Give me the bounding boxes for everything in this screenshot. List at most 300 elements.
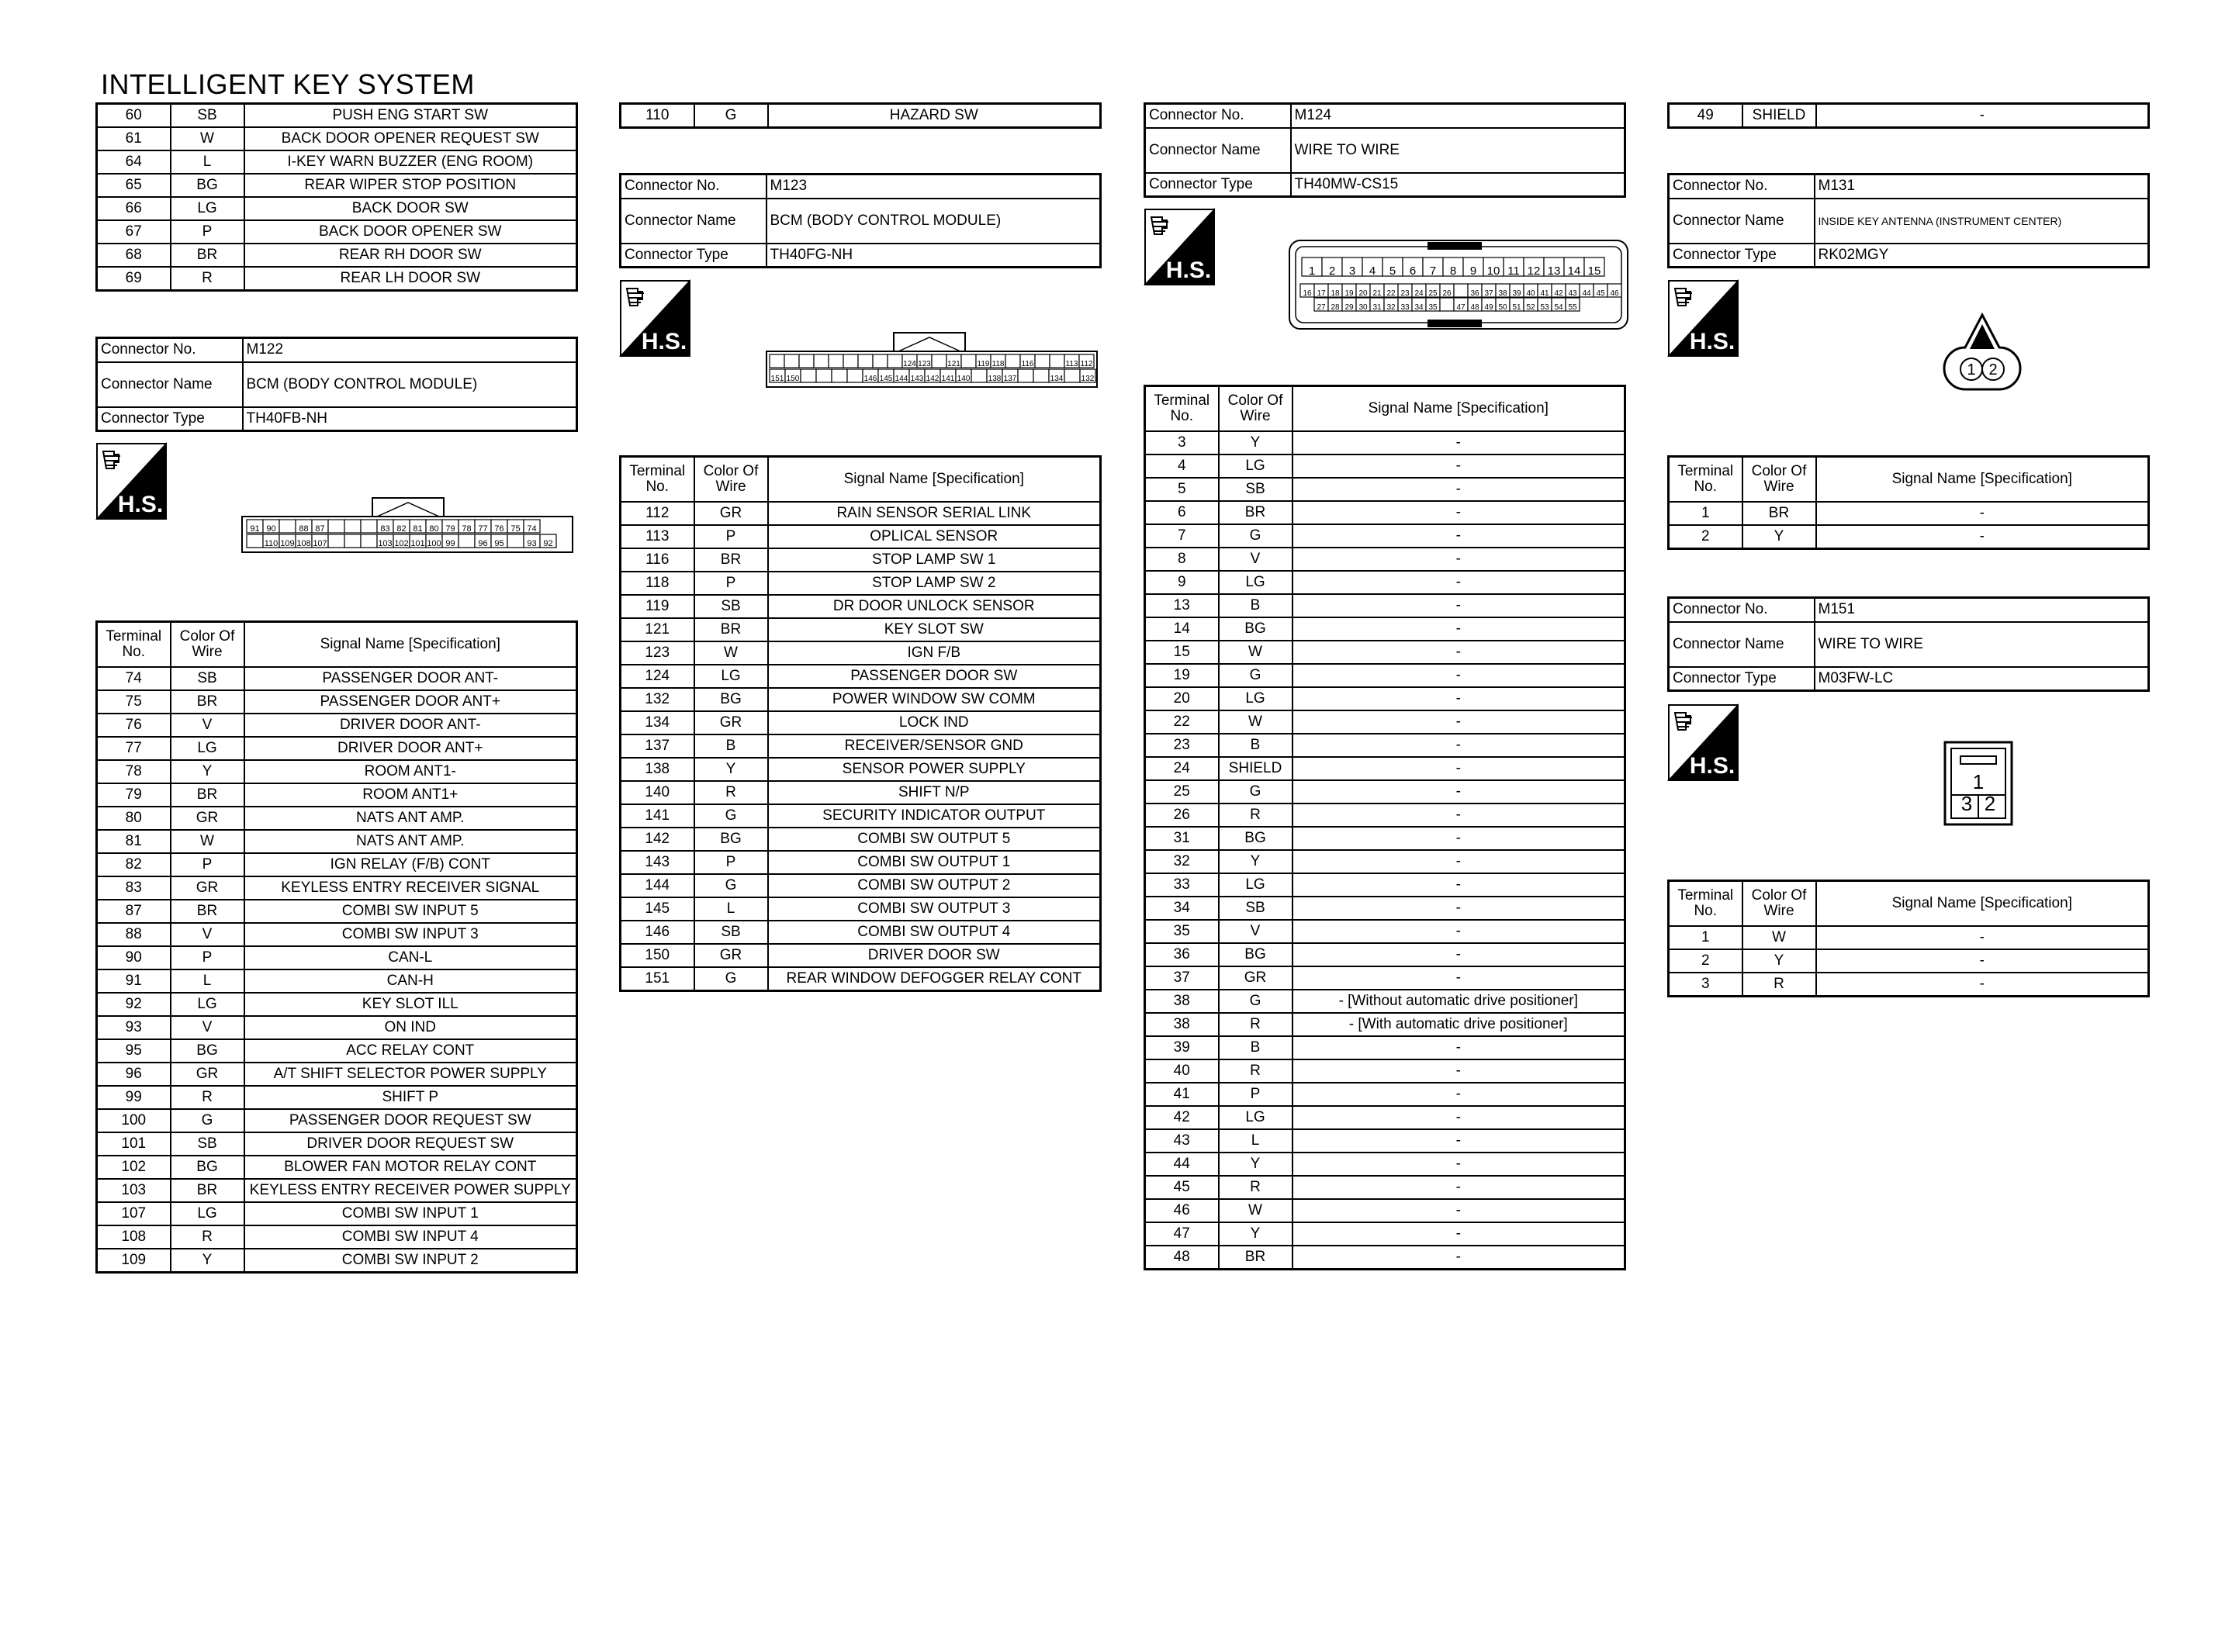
hs-text: H.S. (1689, 329, 1735, 354)
connector-no-label: Connector No. (1669, 598, 1815, 622)
terminal-no-cell: 83 (97, 876, 171, 900)
terminal-no-cell: 64 (97, 150, 171, 174)
signal-name-cell: POWER WINDOW SW COMM (768, 688, 1101, 711)
terminal-no-cell: 7 (1145, 524, 1219, 548)
pin-number: 2 (1984, 792, 1996, 815)
terminal-no-cell: 88 (97, 923, 171, 946)
signal-name-cell: PASSENGER DOOR ANT- (244, 667, 577, 690)
terminal-no-cell: 26 (1145, 804, 1219, 827)
pin-number: 123 (918, 360, 931, 368)
pin-number: 121 (947, 360, 960, 368)
terminal-no-cell: 113 (621, 525, 694, 548)
terminal-no-cell: 65 (97, 174, 171, 197)
wire-color-cell: G (694, 104, 768, 128)
pin-number: 10 (1486, 264, 1500, 278)
signal-name-cell: - (1293, 920, 1625, 943)
table-row (97, 1016, 577, 1039)
terminal-no-cell: 79 (97, 783, 171, 807)
pin-number: 93 (527, 539, 537, 548)
terminal-no-cell: 80 (97, 807, 171, 830)
pin-cell (932, 354, 946, 368)
table-row (1145, 571, 1625, 594)
wire-color-cell: Y (171, 760, 244, 783)
signal-name-cell: DRIVER DOOR SW (768, 944, 1101, 967)
pin-number: 80 (429, 524, 439, 534)
table-row (621, 502, 1101, 525)
table-row (1145, 780, 1625, 804)
pin-number: 78 (462, 524, 472, 534)
hs-symbol (1667, 703, 1739, 781)
terminal-no-cell: 101 (97, 1132, 171, 1156)
pin-number: 36 (1470, 289, 1479, 298)
pin-cell (1018, 369, 1033, 382)
terminal-no-cell: 24 (1145, 757, 1219, 780)
pin-number: 54 (1554, 303, 1563, 312)
wire-color-cell: GR (1219, 966, 1293, 990)
signal-name-cell: ACC RELAY CONT (244, 1039, 577, 1063)
connector-name-label: Connector Name (1669, 622, 1815, 667)
terminal-no-cell: 90 (97, 946, 171, 969)
wire-color-cell: Y (1219, 850, 1293, 873)
connector-face-svg (765, 328, 1099, 395)
table-row (97, 690, 577, 714)
wire-color-cell: V (1219, 548, 1293, 571)
signal-name-cell: KEY SLOT SW (768, 618, 1101, 641)
pin-cell (847, 369, 863, 382)
table-row (1145, 641, 1625, 664)
signal-name-cell: SECURITY INDICATOR OUTPUT (768, 804, 1101, 828)
pin-cell (328, 534, 344, 548)
pin-number: 113 (1065, 360, 1078, 368)
terminal-no-cell: 49 (1669, 104, 1742, 128)
pin-number: 32 (1386, 303, 1396, 312)
pin-cell (344, 520, 361, 533)
pin-number: 7 (1429, 264, 1437, 278)
connector-info-m124 (1144, 102, 1626, 198)
wire-color-cell: BG (1219, 943, 1293, 966)
terminal-no-cell: 13 (1145, 594, 1219, 617)
pin-cell (888, 354, 902, 368)
table-row (1145, 897, 1625, 920)
terminal-no-cell: 75 (97, 690, 171, 714)
connector-m124-face-diagram (1288, 233, 1629, 337)
table-row (97, 1039, 577, 1063)
pin-number: 28 (1331, 303, 1340, 312)
wire-color-cell: V (171, 923, 244, 946)
table-row (621, 758, 1101, 781)
connector-info-m123 (619, 173, 1102, 268)
hs-symbol (619, 279, 690, 357)
terminal-no-cell: 9 (1145, 571, 1219, 594)
terminal-no-cell: 60 (97, 104, 171, 128)
wire-color-cell: BR (171, 900, 244, 923)
table-row (621, 804, 1101, 828)
pin-cell (971, 369, 987, 382)
wire-color-cell: P (694, 851, 768, 874)
connector-type-label: Connector Type (97, 407, 243, 431)
pin-number: 3 (1348, 264, 1356, 278)
terminal-no-cell: 87 (97, 900, 171, 923)
table-row (1669, 104, 2149, 128)
signal-name-cell: IGN RELAY (F/B) CONT (244, 853, 577, 876)
signal-name-cell: ROOM ANT1- (244, 760, 577, 783)
connector-no-value: M123 (767, 175, 1101, 199)
pin-number: 25 (1428, 289, 1438, 298)
table-header-row (1669, 881, 2149, 927)
pin-number: 49 (1484, 303, 1493, 312)
pin-cell (814, 354, 829, 368)
pin-number: 74 (527, 524, 537, 534)
wire-color-cell: R (171, 1225, 244, 1249)
wire-color-cell: BG (1219, 617, 1293, 641)
wire-color-cell: Y (1742, 949, 1816, 973)
m124-continuation-table (1667, 102, 2150, 129)
terminal-no-cell: 46 (1145, 1199, 1219, 1222)
wire-color-cell: P (171, 946, 244, 969)
signal-name-cell: - (1293, 1199, 1625, 1222)
signal-name-cell: COMBI SW INPUT 2 (244, 1249, 577, 1273)
terminal-table-m122 (95, 620, 578, 1274)
wire-color-cell: W (1219, 1199, 1293, 1222)
table-row (97, 714, 577, 737)
terminal-no-cell: 67 (97, 220, 171, 244)
terminal-no-cell: 132 (621, 688, 694, 711)
terminal-no-cell: 134 (621, 711, 694, 734)
connector-no-value: M151 (1815, 598, 2149, 622)
pin-cell (843, 354, 858, 368)
hs-icon (1144, 208, 1215, 285)
signal-name-cell: - (1816, 525, 2149, 549)
pin-number: 91 (250, 524, 260, 534)
table-row (621, 851, 1101, 874)
terminal-no-cell: 32 (1145, 850, 1219, 873)
wire-color-cell: GR (694, 711, 768, 734)
table-row (1145, 1176, 1625, 1199)
pin-number: 52 (1526, 303, 1535, 312)
connector-type-label: Connector Type (1669, 667, 1815, 691)
pin-number: 150 (786, 375, 800, 383)
header-color-of-wire: Color Of Wire (1219, 386, 1293, 432)
pin-number: 48 (1470, 303, 1479, 312)
terminal-no-cell: 19 (1145, 664, 1219, 687)
terminal-no-cell: 76 (97, 714, 171, 737)
terminal-no-cell: 39 (1145, 1036, 1219, 1059)
wire-color-cell: L (694, 897, 768, 921)
wire-color-cell: LG (1219, 687, 1293, 710)
pin-number: 101 (410, 539, 425, 548)
wire-color-cell: G (1219, 524, 1293, 548)
hs-symbol (1667, 279, 1739, 357)
wire-color-cell: B (1219, 734, 1293, 757)
signal-name-cell: - (1293, 594, 1625, 617)
terminal-no-cell: 33 (1145, 873, 1219, 897)
signal-name-cell: - (1293, 1153, 1625, 1176)
table-row (621, 104, 1101, 128)
pin-number: 151 (770, 375, 784, 383)
m122-continuation-table (619, 102, 1102, 129)
wire-color-cell: L (171, 150, 244, 174)
terminal-no-cell: 68 (97, 244, 171, 267)
signal-name-cell: - (1293, 1036, 1625, 1059)
connector-m123-face-diagram (765, 328, 1099, 399)
pin-number: 92 (543, 539, 553, 548)
connector-m151-face-diagram (1943, 741, 2013, 831)
table-header-row (1145, 386, 1625, 432)
signal-name-cell: - (1293, 780, 1625, 804)
table-row (97, 946, 577, 969)
signal-name-cell: STOP LAMP SW 1 (768, 548, 1101, 572)
pin-cell (816, 369, 832, 382)
connector-type-label: Connector Type (1145, 173, 1291, 197)
table-row (1145, 734, 1625, 757)
wire-color-cell: BR (1219, 501, 1293, 524)
terminal-no-cell: 150 (621, 944, 694, 967)
terminal-no-cell: 14 (1145, 617, 1219, 641)
hs-text: H.S. (117, 492, 164, 517)
terminal-no-cell: 41 (1145, 1083, 1219, 1106)
table-row (621, 641, 1101, 665)
table-row (621, 595, 1101, 618)
terminal-no-cell: 40 (1145, 1059, 1219, 1083)
pin-number: 143 (910, 375, 924, 383)
connector-name-value: WIRE TO WIRE (1815, 622, 2149, 667)
wire-color-cell: BG (694, 688, 768, 711)
signal-name-cell: - (1293, 943, 1625, 966)
terminal-table-m124 (1144, 385, 1626, 1270)
terminal-no-cell: 4 (1145, 454, 1219, 478)
terminal-no-cell: 143 (621, 851, 694, 874)
terminal-no-cell: 77 (97, 737, 171, 760)
wire-color-cell: Y (1742, 525, 1816, 549)
connector-face-svg (241, 493, 574, 560)
pin-number: 24 (1414, 289, 1424, 298)
wire-color-cell: GR (171, 876, 244, 900)
pin-number: 20 (1358, 289, 1368, 298)
wire-color-cell: BR (171, 1179, 244, 1202)
terminal-no-cell: 47 (1145, 1222, 1219, 1246)
wire-color-cell: LG (171, 1202, 244, 1225)
signal-name-cell: REAR LH DOOR SW (244, 267, 577, 291)
pin-number: 134 (1050, 375, 1064, 383)
pin-number: 23 (1400, 289, 1410, 298)
terminal-no-cell: 37 (1145, 966, 1219, 990)
pin-number: 33 (1400, 303, 1410, 312)
terminal-no-cell: 48 (1145, 1246, 1219, 1270)
table-row (621, 525, 1101, 548)
terminal-no-cell: 146 (621, 921, 694, 944)
table-row (97, 150, 577, 174)
signal-name-cell: - (1293, 501, 1625, 524)
pin-number: 109 (280, 539, 295, 548)
signal-name-cell: DR DOOR UNLOCK SENSOR (768, 595, 1101, 618)
terminal-no-cell: 93 (97, 1016, 171, 1039)
terminal-no-cell: 116 (621, 548, 694, 572)
pin-cell (247, 534, 263, 548)
pin-number: 55 (1568, 303, 1577, 312)
table-row (1145, 454, 1625, 478)
header-signal-name: Signal Name [Specification] (244, 622, 577, 668)
pin-number: 1 (1308, 264, 1316, 278)
connector-type-value: TH40MW-CS15 (1291, 173, 1625, 197)
pin-number: 83 (380, 524, 390, 534)
table-row (621, 665, 1101, 688)
pin-number: 88 (299, 524, 309, 534)
table-row (1145, 431, 1625, 454)
pin-cell (858, 354, 873, 368)
connector-face-svg (1936, 310, 2029, 396)
pin-number: 99 (445, 539, 455, 548)
terminal-no-cell: 3 (1669, 973, 1742, 997)
wire-color-cell: W (694, 641, 768, 665)
table-row (97, 1249, 577, 1273)
terminal-no-cell: 144 (621, 874, 694, 897)
table-row (621, 781, 1101, 804)
wire-color-cell: LG (1219, 873, 1293, 897)
pin-cell (507, 534, 524, 548)
connector-name-value: INSIDE KEY ANTENNA (INSTRUMENT CENTER) (1815, 199, 2149, 244)
wire-color-cell: LG (171, 737, 244, 760)
wire-color-cell: G (694, 874, 768, 897)
terminal-no-cell: 151 (621, 967, 694, 991)
pin-number: 6 (1409, 264, 1417, 278)
wire-color-cell: Y (694, 758, 768, 781)
wire-color-cell: BG (694, 828, 768, 851)
wire-color-cell: BR (171, 690, 244, 714)
wire-color-cell: GR (694, 502, 768, 525)
terminal-no-cell: 1 (1669, 502, 1742, 525)
hs-text: H.S. (1689, 753, 1735, 779)
terminal-no-cell: 2 (1669, 949, 1742, 973)
terminal-no-cell: 145 (621, 897, 694, 921)
wire-color-cell: R (171, 1086, 244, 1109)
pin-number: 39 (1512, 289, 1521, 298)
signal-name-cell: COMBI SW INPUT 3 (244, 923, 577, 946)
pin-number: 38 (1498, 289, 1507, 298)
wire-color-cell: G (171, 1109, 244, 1132)
header-signal-name: Signal Name [Specification] (1816, 457, 2149, 503)
terminal-no-cell: 31 (1145, 827, 1219, 850)
signal-name-cell: CAN-L (244, 946, 577, 969)
pin-number: 22 (1386, 289, 1396, 298)
terminal-no-cell: 2 (1669, 525, 1742, 549)
table-row (1145, 1199, 1625, 1222)
pin-number: 145 (879, 375, 893, 383)
pin-number: 137 (1003, 375, 1017, 383)
pin-number: 12 (1527, 264, 1541, 278)
pin-number: 26 (1442, 289, 1452, 298)
table-row (1145, 664, 1625, 687)
pin-number: 116 (1021, 360, 1034, 368)
wire-color-cell: SB (171, 667, 244, 690)
header-signal-name: Signal Name [Specification] (1816, 881, 2149, 927)
signal-name-cell: PASSENGER DOOR REQUEST SW (244, 1109, 577, 1132)
wire-color-cell: W (171, 127, 244, 150)
pin-cell (1440, 298, 1454, 311)
table-row (1145, 1059, 1625, 1083)
table-row (97, 1132, 577, 1156)
signal-name-cell: - (1293, 710, 1625, 734)
signal-name-cell: - (1293, 966, 1625, 990)
wire-color-cell: BR (694, 548, 768, 572)
connector-name-value: WIRE TO WIRE (1291, 128, 1625, 173)
table-header-row (1669, 457, 2149, 503)
pin-cell (1033, 369, 1049, 382)
terminal-no-cell: 110 (621, 104, 694, 128)
table-row (1669, 502, 2149, 525)
pin-number: 4 (1369, 264, 1376, 278)
signal-name-cell: - (1293, 431, 1625, 454)
signal-name-cell: KEYLESS ENTRY RECEIVER SIGNAL (244, 876, 577, 900)
table-row (97, 220, 577, 244)
connector-info-m122 (95, 337, 578, 432)
wire-color-cell: LG (1219, 571, 1293, 594)
table-row (1145, 687, 1625, 710)
connector-name-label: Connector Name (97, 362, 243, 407)
terminal-no-cell: 99 (97, 1086, 171, 1109)
table-row (97, 807, 577, 830)
terminal-no-cell: 112 (621, 502, 694, 525)
wire-color-cell: G (694, 804, 768, 828)
table-row (97, 876, 577, 900)
pin-number: 140 (957, 375, 971, 383)
pin-number: 15 (1587, 264, 1601, 278)
pin-number: 90 (266, 524, 276, 534)
table-row (1669, 525, 2149, 549)
wire-color-cell: V (171, 1016, 244, 1039)
signal-name-cell: - (1293, 757, 1625, 780)
table-row (621, 711, 1101, 734)
pin-cell (1050, 354, 1064, 368)
terminal-no-cell: 5 (1145, 478, 1219, 501)
hs-icon (619, 279, 690, 357)
terminal-no-cell: 96 (97, 1063, 171, 1086)
terminal-no-cell: 81 (97, 830, 171, 853)
terminal-no-cell: 38 (1145, 1013, 1219, 1036)
table-row (1145, 990, 1625, 1013)
table-row (1145, 710, 1625, 734)
terminal-no-cell: 74 (97, 667, 171, 690)
pin-cell (1035, 354, 1050, 368)
wire-color-cell: P (171, 853, 244, 876)
terminal-no-cell: 36 (1145, 943, 1219, 966)
wire-color-cell: G (1219, 780, 1293, 804)
pin-number: 96 (478, 539, 488, 548)
wire-color-cell: W (1219, 710, 1293, 734)
table-row (621, 874, 1101, 897)
pin-cell (770, 354, 784, 368)
terminal-no-cell: 78 (97, 760, 171, 783)
wire-color-cell: SHIELD (1742, 104, 1816, 128)
wire-color-cell: SHIELD (1219, 757, 1293, 780)
pin-number: 108 (296, 539, 311, 548)
table-row (1145, 1013, 1625, 1036)
pin-number: 9 (1469, 264, 1477, 278)
hs-icon (1667, 279, 1739, 357)
wire-color-cell: L (1219, 1129, 1293, 1153)
wire-color-cell: BG (171, 174, 244, 197)
connector-info-m151 (1667, 596, 2150, 692)
header-color-of-wire: Color Of Wire (1742, 457, 1816, 503)
wire-color-cell: L (171, 969, 244, 993)
terminal-no-cell: 102 (97, 1156, 171, 1179)
pin-number: 29 (1344, 303, 1354, 312)
pin-number: 51 (1512, 303, 1521, 312)
connector-type-value: TH40FB-NH (243, 407, 577, 431)
pin-number: 76 (494, 524, 504, 534)
pin-number: 100 (427, 539, 441, 548)
wire-color-cell: Y (171, 1249, 244, 1273)
signal-name-cell: BACK DOOR OPENER SW (244, 220, 577, 244)
